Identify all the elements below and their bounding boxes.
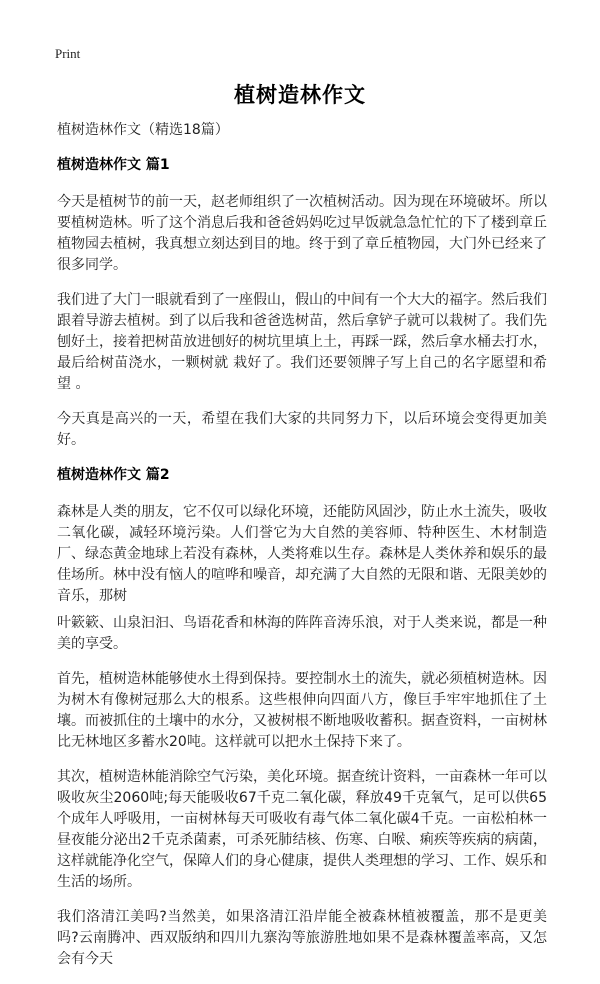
article-intro: 植树造林作文（精选18篇）: [57, 122, 229, 138]
paragraph: 我们洛清江美吗?当然美，如果洛清江沿岸能全被森林植被覆盖，那不是更美吗?云南腾冲、西双版纳和四川九寨沟等旅游胜地如果不是森林覆盖率高，又怎会有今天: [57, 909, 547, 967]
article-body: [57, 120, 547, 984]
paragraph: 今天是植树节的前一天，赵老师组织了一次植树活动。因为现在环境破坏。所以要植树造林。听了这个消息后我和爸爸妈妈吃过早饭就急急忙忙的下了楼到章丘植物园去植树，我真想立刻达到目的地。终于到了章丘植物园，大门外已经来了很多同学。: [57, 194, 547, 273]
paragraph: 叶簌簌、山泉汩汩、鸟语花香和林海的阵阵音涛乐浪，对于人类来说，都是一种美的享受。: [57, 615, 547, 652]
paragraph: 森林是人类的朋友，它不仅可以绿化环境，还能防风固沙，防止水土流失，吸收二氧化碳，减轻环境污染。人们誉它为大自然的美容师、特种医生、木材制造厂、绿态黄金地球上若没有森林，人类将难以生存。森林是人类休养和娱乐的最佳场所。林中没有恼人的喧哗和噪音，却充满了大自然的无限和谐、无限美妙的音乐，那树: [57, 504, 547, 604]
section-heading-2: 植树造林作文 篇2: [57, 467, 170, 483]
print-link[interactable]: Print: [55, 46, 81, 61]
paragraph: 我们进了大门一眼就看到了一座假山，假山的中间有一个大大的福字。然后我们跟着导游去植树。到了以后我和爸爸选树苗，然后拿铲子就可以栽树了。我们先刨好土，接着把树苗放进刨好的树坑里填上土，再踩一踩，然后拿水桶去打水，最后给树苗浇水，一颗树就 栽好了。我们还要领牌子写上自己的名字愿望和希望 。: [57, 292, 547, 392]
paragraph: 首先，植树造林能够使水土得到保持。要控制水土的流失，就必须植树造林。因为树木有像树冠那么大的根系。这些根伸向四面八方，像巨手牢牢地抓住了土壤。而被抓住的土壤中的水分，又被树根不断地吸收蓄积。据查资料，一亩树林比无林地区多蓄水20吨。这样就可以把水土保持下来了。: [57, 671, 547, 750]
paragraph: 其次，植树造林能消除空气污染，美化环境。据查统计资料，一亩森林一年可以吸收灰尘2060吨;每天能吸收67千克二氧化碳，释放49千克氧气，足可以供65个成年人呼吸用，一亩树林每天可吸收有毒气体二氧化碳4千克。一亩松柏林一昼夜能分泌出2千克杀菌素，可杀死肺结核、伤寒、白喉、痢疾等疾病的病菌，这样就能净化空气，保障人们的身心健康，提供人类理想的学习、工作、娱乐和生活的场所。: [57, 769, 547, 890]
page-title: 植树造林作文: [234, 83, 366, 107]
section-heading-1: 植树造林作文 篇1: [57, 157, 170, 173]
paragraph: 今天真是高兴的一天，希望在我们大家的共同努力下，以后环境会变得更加美好。: [57, 411, 547, 448]
